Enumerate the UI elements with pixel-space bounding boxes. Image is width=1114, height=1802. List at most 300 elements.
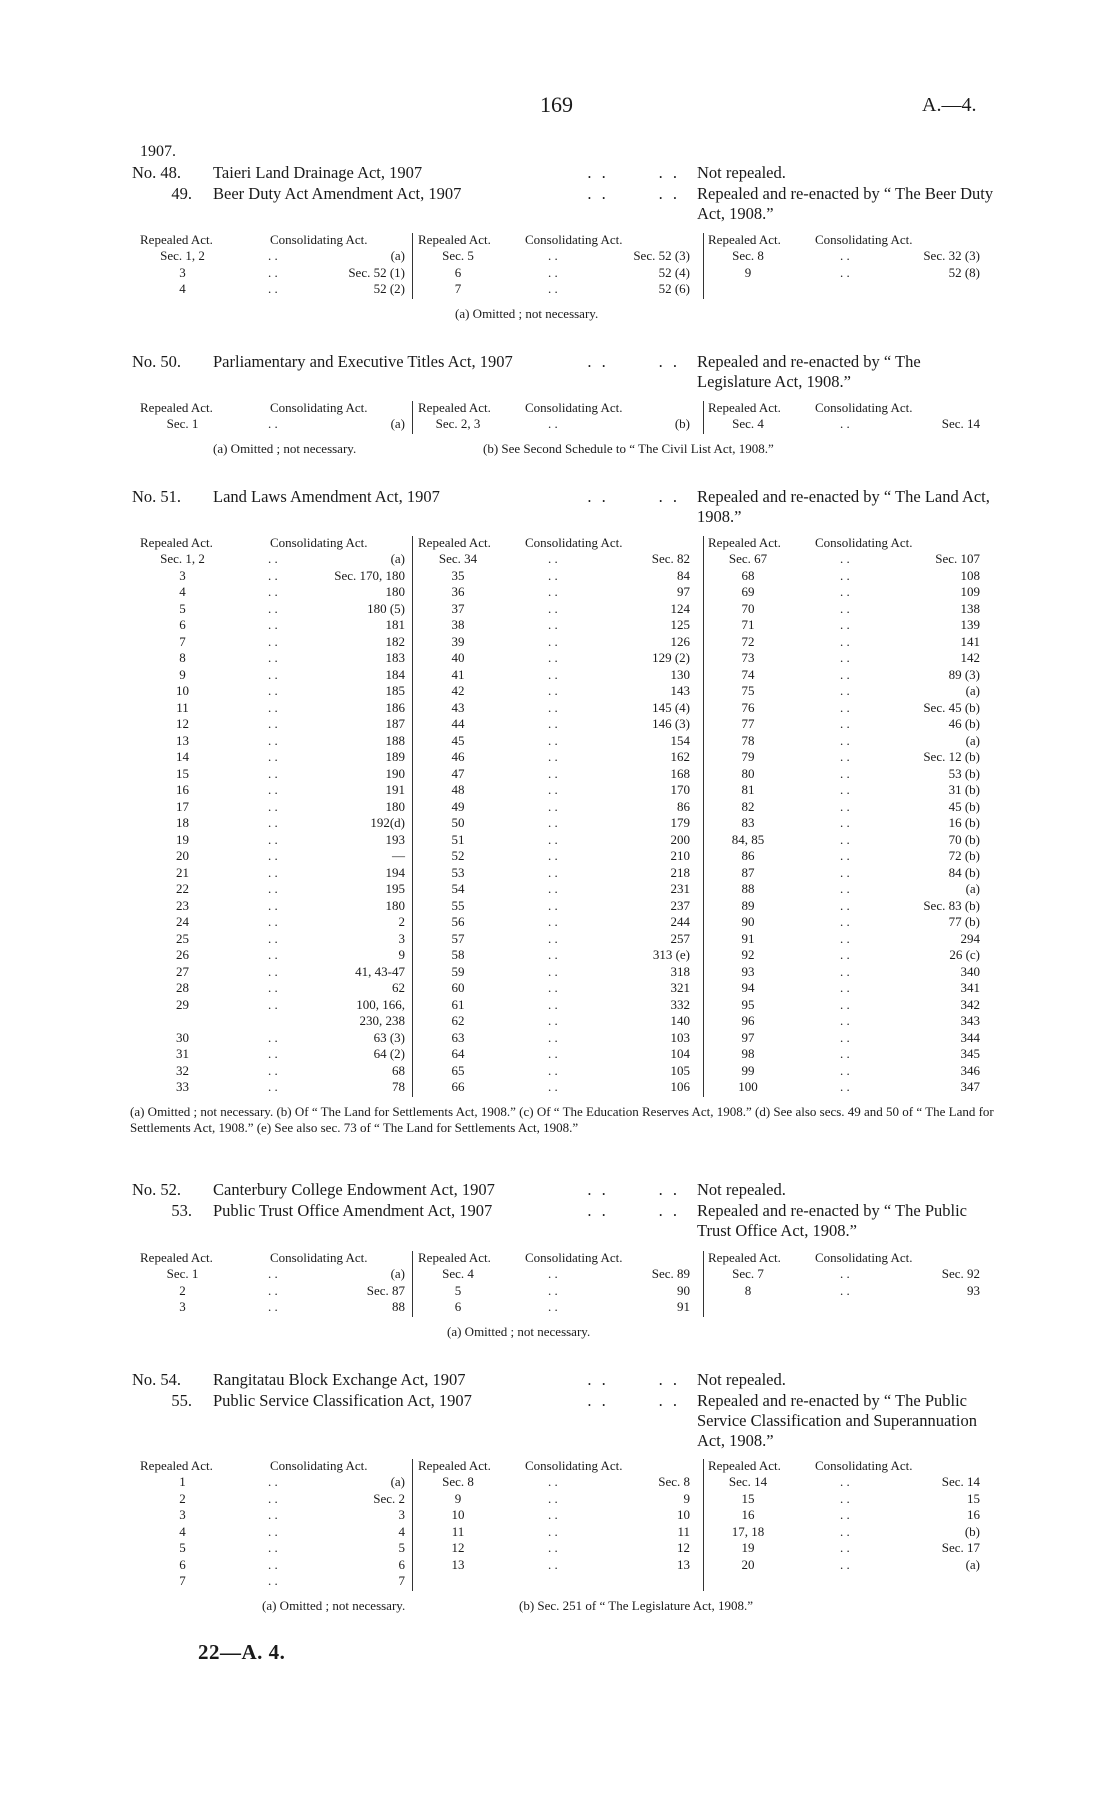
repealed-section-cell: 56 (451, 914, 465, 929)
act-number: No. 48. (132, 163, 182, 182)
repealed-section-cell: 4 (179, 1523, 186, 1539)
repealed-section-cell: 46 (451, 749, 465, 764)
consolidating-section-cell: 193 (385, 831, 405, 847)
consolidating-section-cell: 45 (b) (948, 798, 980, 814)
repealed-section-cell: 10 (451, 1507, 465, 1522)
leader-dots: . . (548, 963, 558, 979)
leader-dots: . . (548, 1029, 558, 1045)
consolidating-section-cell: 154 (670, 732, 690, 748)
consolidating-section-cell: 332 (670, 996, 690, 1012)
leader-dots: . . (548, 584, 558, 599)
consolidating-section-cell: 168 (670, 765, 690, 781)
leader-dots: . . (548, 798, 558, 814)
leader-dots: . . (548, 881, 558, 896)
repealed-section-cell: Sec. 7 (732, 1266, 764, 1281)
repealed-section-cell: 18 (176, 815, 189, 830)
leader-dots: . . (548, 416, 558, 431)
consolidating-section-cell: 189 (385, 749, 405, 764)
leader-dots: . . (840, 1540, 850, 1555)
consolidating-section-cell: (a) (965, 683, 980, 698)
repealed-section-cell: 1 (179, 1474, 186, 1489)
repealed-section-cell: 39 (451, 633, 465, 649)
consolidating-section-cell: 26 (c) (949, 947, 980, 962)
leader-dots: . . (548, 914, 558, 929)
repealed-section-cell: 86 (741, 848, 755, 863)
act-entry (0, 1201, 1114, 1242)
repealed-section-cell: Sec. 2, 3 (435, 416, 481, 431)
leader-dots: . . (268, 1046, 278, 1061)
leader-dots: . . (548, 980, 558, 995)
leader-dots: . . (548, 567, 558, 583)
repealed-section-cell: 60 (451, 980, 465, 995)
leader-dots: . . (840, 1046, 850, 1061)
consolidating-section-cell: 103 (670, 1029, 690, 1045)
consolidating-section-cell: 180 (385, 798, 405, 814)
consolidating-section-cell: 192(d) (370, 815, 405, 830)
repealed-section-cell: 93 (741, 963, 755, 979)
act-status: Repealed and re-enacted by “ The Legislature Act, 1908.” (697, 352, 921, 391)
column-header-repealed: Repealed Act. (418, 232, 491, 247)
repealed-section-cell: 12 (451, 1540, 465, 1555)
consolidating-section-cell: 190 (385, 765, 405, 781)
repealed-section-cell: 6 (179, 1556, 186, 1572)
leader-dots: . . (268, 963, 278, 979)
leader-dots: . . (840, 1282, 850, 1298)
leader-dots: . . (548, 930, 558, 946)
consolidating-section-cell: 188 (385, 732, 405, 748)
leader-dots: . . . . (587, 184, 680, 203)
repealed-section-cell: 42 (451, 683, 465, 698)
leader-dots: . . (268, 716, 278, 731)
consolidating-section-cell: 12 (677, 1540, 690, 1555)
leader-dots: . . (268, 281, 278, 296)
repealed-section-cell: 53 (451, 864, 465, 880)
repealed-section-cell: 9 (744, 264, 752, 280)
consolidating-section-cell: Sec. 89 (651, 1266, 690, 1281)
act-title: Canterbury College Endowment Act, 1907 (213, 1180, 495, 1199)
leader-dots: . . . . (587, 163, 680, 182)
leader-dots: . . (840, 996, 850, 1012)
leader-dots: . . (548, 996, 558, 1012)
leader-dots: . . (268, 1523, 278, 1539)
column-divider (703, 233, 704, 299)
column-header-consolidating: Consolidating Act. (270, 400, 368, 415)
repealed-section-cell: 19 (176, 831, 189, 847)
footer-reference: 22—A. 4. (198, 1640, 286, 1664)
consolidating-section-cell: 142 (960, 650, 980, 665)
consolidating-section-cell: 139 (960, 617, 980, 632)
consolidating-section-cell: 84 (677, 567, 690, 583)
leader-dots: . . (548, 1490, 558, 1506)
leader-dots: . . (840, 782, 850, 797)
leader-dots: . . (548, 897, 558, 913)
repealed-section-cell: 13 (176, 732, 189, 748)
leader-dots: . . (840, 1062, 850, 1078)
consolidating-section-cell: Sec. 14 (941, 416, 980, 431)
repealed-section-cell: 13 (451, 1556, 465, 1572)
column-divider (703, 536, 704, 1097)
repealed-section-cell: 3 (179, 1507, 186, 1522)
repealed-section-cell: 59 (451, 963, 465, 979)
consolidating-section-cell: (a) (390, 1266, 405, 1281)
repealed-section-cell: 3 (179, 567, 186, 583)
act-entry (0, 352, 1114, 393)
repealed-section-cell: 89 (741, 897, 755, 913)
leader-dots: . . (548, 732, 558, 748)
repealed-section-cell: 43 (451, 699, 465, 715)
column-header-repealed: Repealed Act. (140, 1250, 213, 1265)
leader-dots: . . (268, 1079, 278, 1094)
leader-dots: . . (268, 1507, 278, 1522)
footnote: (a) Omitted ; not necessary. (262, 1597, 406, 1613)
column-header-consolidating: Consolidating Act. (525, 1250, 623, 1265)
act-number: No. 50. (132, 352, 182, 371)
leader-dots: . . (840, 864, 850, 880)
consolidating-section-cell: 4 (398, 1523, 405, 1539)
leader-dots: . . (548, 1523, 558, 1539)
column-header-consolidating: Consolidating Act. (815, 1250, 913, 1265)
leader-dots: . . (840, 264, 850, 280)
leader-dots: . . (840, 1523, 850, 1539)
consolidating-section-cell: 342 (960, 996, 980, 1012)
leader-dots: . . (548, 248, 558, 263)
repealed-section-cell: 35 (451, 567, 465, 583)
leader-dots: . . (268, 264, 278, 280)
consolidating-section-cell: 347 (960, 1079, 980, 1094)
leader-dots: . . (268, 1299, 278, 1314)
repealed-section-cell: 3 (179, 264, 186, 280)
act-status: Not repealed. (697, 1370, 786, 1389)
consolidating-section-cell: 195 (385, 881, 405, 896)
consolidating-section-cell: 130 (670, 666, 690, 682)
column-divider (412, 401, 413, 434)
repealed-section-cell: 9 (454, 1490, 462, 1506)
column-header-repealed: Repealed Act. (140, 232, 213, 247)
leader-dots: . . (268, 749, 278, 764)
consolidating-section-cell: Sec. 14 (941, 1474, 980, 1489)
leader-dots: . . (840, 650, 850, 665)
consolidating-section-cell: 162 (670, 749, 690, 764)
consolidating-section-cell: Sec. 45 (b) (923, 699, 980, 715)
leader-dots: . . (840, 980, 850, 995)
leader-dots: . . . . (587, 1391, 680, 1410)
act-number: No. 52. (132, 1180, 182, 1199)
act-status: Repealed and re-enacted by “ The Public Trust Office Act, 1908.” (697, 1201, 967, 1240)
consolidating-section-cell: (b) (674, 416, 690, 431)
consolidating-section-cell: 294 (960, 930, 980, 946)
consolidating-section-cell: 143 (670, 683, 690, 698)
repealed-section-cell: 33 (176, 1079, 189, 1094)
consolidating-section-cell: 145 (4) (652, 699, 690, 715)
leader-dots: . . (840, 683, 850, 698)
leader-dots: . . (840, 716, 850, 731)
leader-dots: . . (840, 551, 850, 566)
column-header-repealed: Repealed Act. (708, 400, 781, 415)
consolidating-section-cell: (a) (965, 881, 980, 896)
leader-dots: . . (548, 699, 558, 715)
repealed-section-cell: 75 (741, 683, 755, 698)
consolidating-section-cell: 341 (960, 980, 980, 995)
consolidating-section-cell: 100, 166, (356, 996, 405, 1012)
column-divider (412, 1459, 413, 1591)
repealed-section-cell: 66 (451, 1079, 465, 1094)
consolidating-section-cell: 7 (398, 1573, 405, 1588)
column-header-consolidating: Consolidating Act. (270, 1458, 368, 1473)
leader-dots: . . (268, 248, 278, 263)
consolidating-section-cell: 343 (960, 1013, 980, 1028)
leader-dots: . . (548, 683, 558, 698)
leader-dots: . . (268, 666, 278, 682)
repealed-section-cell: 65 (451, 1062, 465, 1078)
repealed-section-cell: 47 (451, 765, 465, 781)
column-header-repealed: Repealed Act. (140, 400, 213, 415)
consolidating-section-cell: 6 (398, 1556, 405, 1572)
consolidating-section-cell: 184 (385, 666, 405, 682)
repealed-section-cell: 91 (741, 930, 755, 946)
repealed-section-cell: 51 (451, 831, 465, 847)
column-header-repealed: Repealed Act. (418, 535, 491, 550)
column-header-consolidating: Consolidating Act. (525, 400, 623, 415)
repealed-section-cell: 5 (179, 600, 186, 616)
repealed-section-cell: 15 (176, 765, 189, 781)
consolidating-section-cell: 70 (b) (948, 831, 980, 847)
leader-dots: . . (268, 798, 278, 814)
repealed-section-cell: Sec. 1, 2 (160, 248, 205, 263)
repealed-section-cell: 26 (176, 947, 189, 962)
consolidating-section-cell: (b) (964, 1523, 980, 1539)
year-label: 1907. (140, 143, 176, 160)
consolidating-section-cell: 52 (6) (658, 281, 690, 296)
leader-dots: . . (268, 864, 278, 880)
leader-dots: . . (840, 1556, 850, 1572)
repealed-section-cell: 11 (451, 1523, 465, 1539)
repealed-section-cell: 84, 85 (731, 831, 765, 847)
consolidating-section-cell: 52 (4) (658, 264, 690, 280)
repealed-section-cell: 30 (176, 1029, 189, 1045)
leader-dots: . . (840, 732, 850, 748)
repealed-section-cell: 55 (451, 897, 465, 913)
column-header-consolidating: Consolidating Act. (525, 1458, 623, 1473)
repealed-section-cell: 63 (451, 1029, 465, 1045)
consolidating-section-cell: (a) (390, 1474, 405, 1489)
repealed-section-cell: 61 (451, 996, 465, 1012)
leader-dots: . . (840, 1013, 850, 1028)
repealed-section-cell: 76 (741, 699, 755, 715)
consolidating-section-cell: Sec. 2 (373, 1490, 405, 1506)
consolidating-section-cell: 180 (5) (367, 600, 405, 616)
repealed-section-cell: 36 (451, 584, 465, 599)
repealed-section-cell: 16 (176, 782, 189, 797)
leader-dots: . . . . (587, 1180, 680, 1199)
act-status: Repealed and re-enacted by “ The Public Service Classification and Superannuation Act, 1908.” (697, 1391, 977, 1450)
consolidating-section-cell: 5 (398, 1540, 405, 1555)
leader-dots: . . (268, 914, 278, 929)
consolidating-section-cell: 191 (385, 782, 405, 797)
consolidating-section-cell: 141 (960, 633, 980, 649)
consolidating-section-cell: 185 (385, 683, 405, 698)
leader-dots: . . (840, 798, 850, 814)
repealed-section-cell: 25 (176, 930, 189, 946)
consolidating-section-cell: 91 (677, 1299, 690, 1314)
repealed-section-cell: 58 (451, 947, 465, 962)
consolidating-section-cell: 346 (960, 1062, 980, 1078)
repealed-section-cell: 83 (741, 815, 755, 830)
repealed-section-cell: 69 (741, 584, 755, 599)
repealed-section-cell: Sec. 8 (442, 1474, 474, 1489)
leader-dots: . . (268, 930, 278, 946)
repealed-section-cell: 6 (454, 1299, 462, 1314)
act-section (0, 163, 1114, 321)
leader-dots: . . (548, 815, 558, 830)
repealed-section-cell: Sec. 14 (728, 1474, 768, 1489)
repealed-section-cell: Sec. 67 (728, 551, 768, 566)
act-status: Repealed and re-enacted by “ The Land Act, 1908.” (697, 487, 990, 526)
consolidating-section-cell: (a) (965, 732, 980, 748)
leader-dots: . . (840, 416, 850, 431)
repealed-section-cell: 70 (741, 600, 755, 616)
leader-dots: . . (268, 1266, 278, 1281)
leader-dots: . . (548, 650, 558, 665)
consolidating-section-cell: Sec. 52 (3) (633, 248, 690, 263)
repealed-section-cell: Sec. 1 (166, 1266, 199, 1281)
consolidating-section-cell: Sec. 170, 180 (334, 567, 405, 583)
repealed-section-cell: 29 (176, 996, 189, 1012)
repealed-section-cell: 32 (176, 1062, 189, 1078)
consolidating-section-cell: Sec. 87 (366, 1282, 405, 1298)
repealed-section-cell: 90 (741, 914, 755, 929)
act-list (0, 352, 1114, 393)
consolidating-section-cell: 3 (398, 930, 405, 946)
act-entry (0, 487, 1114, 528)
leader-dots: . . . . (587, 1201, 680, 1220)
leader-dots: . . (548, 551, 558, 566)
leader-dots: . . (268, 782, 278, 797)
consolidating-section-cell: 90 (677, 1282, 690, 1298)
act-title: Public Trust Office Amendment Act, 1907 (213, 1201, 493, 1220)
column-header-repealed: Repealed Act. (708, 1458, 781, 1473)
repealed-section-cell: 71 (741, 617, 755, 632)
leader-dots: . . (840, 1507, 850, 1522)
repealed-section-cell: 3 (179, 1299, 186, 1314)
consolidating-section-cell: 41, 43-47 (355, 963, 405, 979)
repealed-section-cell: 96 (741, 1013, 755, 1028)
leader-dots: . . (268, 584, 278, 599)
repealed-section-cell: 38 (451, 617, 465, 632)
repealed-section-cell: 20 (176, 848, 189, 863)
consolidating-section-cell: 194 (385, 864, 405, 880)
leader-dots: . . (548, 600, 558, 616)
act-list (0, 163, 1114, 225)
leader-dots: . . (840, 666, 850, 682)
consolidating-section-cell: 88 (392, 1299, 405, 1314)
act-entry (0, 163, 1114, 184)
column-divider (703, 401, 704, 434)
consolidating-section-cell: 318 (670, 963, 690, 979)
repealed-section-cell: 95 (741, 996, 755, 1012)
leader-dots: . . (840, 1029, 850, 1045)
consolidating-section-cell: 237 (670, 897, 690, 913)
consolidating-section-cell: 218 (670, 864, 690, 880)
leader-dots: . . (548, 1540, 558, 1555)
consolidating-section-cell: 52 (2) (373, 281, 405, 296)
consolidating-section-cell: 53 (b) (948, 765, 980, 781)
footnotes: (a) Omitted ; not necessary. (b) Of “ The Land for Settlements Act, 1908.” (c) Of “ The Education Reserves Act, 1908.” (d) See also secs. 49 and 50 of “ The Land for Settlements Act, 1908.” (e) See also sec. 73 of “ The Land for Settlements Act, 1908.” (130, 1103, 994, 1135)
leader-dots: . . (548, 765, 558, 781)
page-number: 169 (540, 92, 573, 117)
column-header-consolidating: Consolidating Act. (815, 232, 913, 247)
consolidating-section-cell: Sec. 8 (658, 1474, 690, 1489)
repealed-section-cell: 52 (451, 848, 465, 863)
consolidating-section-cell: 230, 238 (359, 1013, 405, 1028)
repealed-section-cell: Sec. 5 (442, 248, 474, 263)
repealed-section-cell: 27 (176, 963, 189, 979)
consolidating-section-cell: 200 (670, 831, 690, 847)
column-header-repealed: Repealed Act. (708, 1250, 781, 1265)
repealed-section-cell: 81 (741, 782, 755, 797)
consolidating-section-cell: 10 (677, 1507, 690, 1522)
column-header-consolidating: Consolidating Act. (270, 232, 368, 247)
consolidating-section-cell: Sec. 12 (b) (923, 749, 980, 764)
leader-dots: . . (840, 848, 850, 863)
repealed-section-cell: 62 (451, 1013, 465, 1028)
consolidating-section-cell: 9 (683, 1490, 690, 1506)
column-divider (703, 1459, 704, 1591)
consolidating-section-cell: 106 (670, 1079, 690, 1094)
repealed-section-cell: 5 (454, 1282, 462, 1298)
leader-dots: . . (268, 881, 278, 896)
consolidating-section-cell: 181 (385, 617, 405, 632)
consolidating-section-cell: 97 (677, 584, 690, 599)
consolidating-section-cell: 344 (960, 1029, 980, 1045)
leader-dots: . . (840, 1266, 850, 1281)
footnote: (a) Omitted ; not necessary. (455, 305, 599, 321)
act-entry (0, 1180, 1114, 1201)
consolidating-section-cell: 15 (967, 1490, 980, 1506)
consolidating-section-cell: 52 (8) (948, 264, 980, 280)
repealed-section-cell: 44 (451, 716, 465, 731)
repealed-section-cell: 79 (741, 749, 755, 764)
act-title: Taieri Land Drainage Act, 1907 (213, 163, 423, 182)
column-header-consolidating: Consolidating Act. (815, 400, 913, 415)
consolidating-section-cell: 16 (b) (948, 815, 980, 830)
act-entry (0, 1391, 1114, 1452)
consolidating-section-cell: Sec. 52 (1) (348, 264, 405, 280)
leader-dots: . . (840, 617, 850, 632)
act-list (0, 487, 1114, 528)
consolidating-section-cell: (a) (965, 1556, 980, 1572)
repealed-section-cell: 23 (176, 897, 189, 913)
consolidating-section-cell: 11 (677, 1523, 690, 1539)
act-number: 49. (171, 184, 192, 203)
repealed-section-cell: 54 (451, 881, 465, 896)
leader-dots: . . (268, 567, 278, 583)
repealed-section-cell: 40 (451, 650, 465, 665)
consolidating-section-cell: 313 (e) (652, 947, 690, 962)
repealed-section-cell: 77 (741, 716, 755, 731)
leader-dots: . . (268, 831, 278, 847)
leader-dots: . . (840, 815, 850, 830)
act-number: No. 54. (132, 1370, 182, 1389)
column-divider (703, 1251, 704, 1317)
leader-dots: . . (268, 1282, 278, 1298)
repealed-section-cell: 2 (179, 1490, 186, 1506)
consolidating-section-cell: 2 (398, 914, 405, 929)
consolidating-section-cell: 187 (385, 716, 405, 731)
act-title: Land Laws Amendment Act, 1907 (213, 487, 440, 506)
leader-dots: . . (840, 1474, 850, 1489)
repealed-section-cell: 5 (179, 1540, 186, 1555)
column-header-consolidating: Consolidating Act. (270, 1250, 368, 1265)
